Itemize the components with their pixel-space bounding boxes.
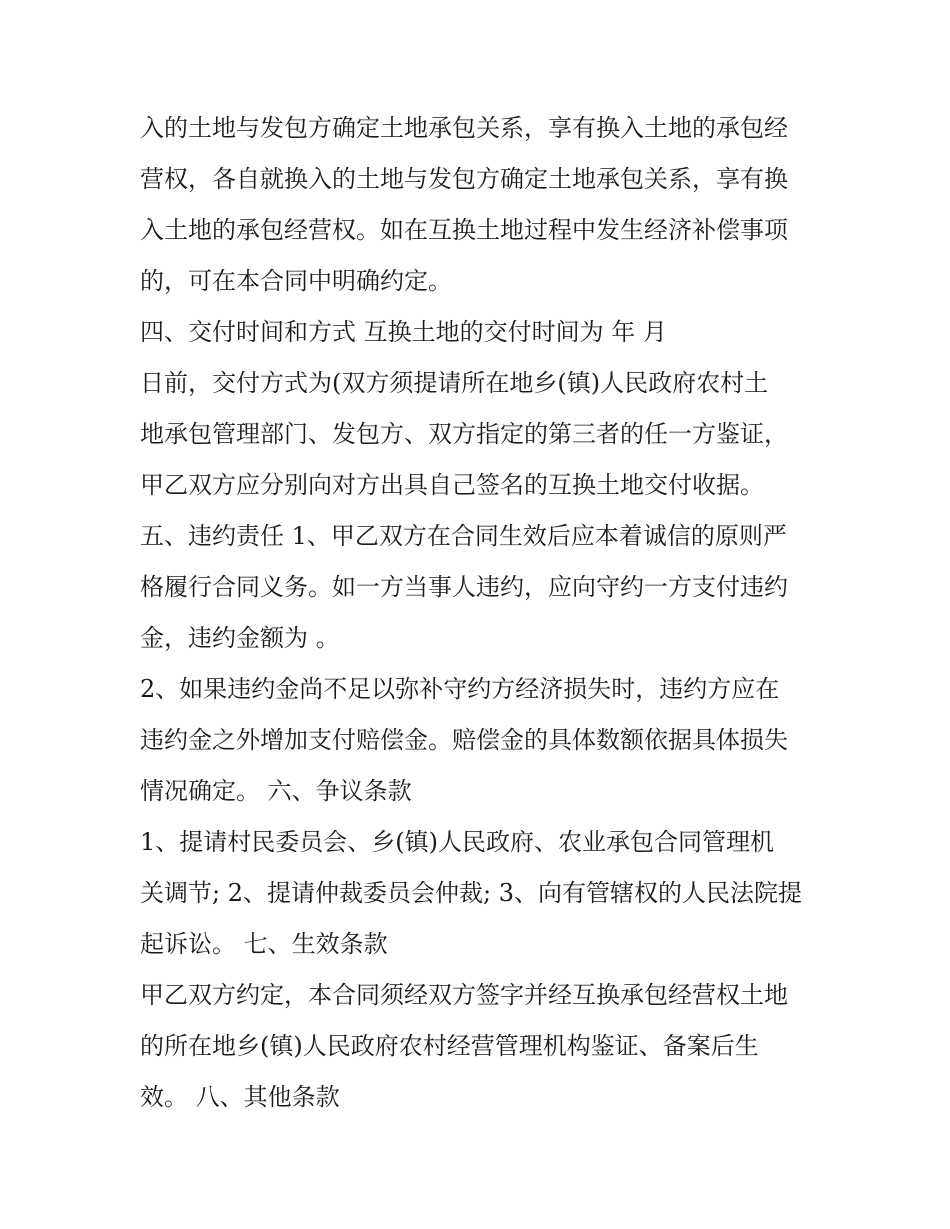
text-line: 营权，各自就换入的土地与发包方确定土地承包关系，享有换 <box>140 165 788 193</box>
text-line: 日前，交付方式为(双方须提请所在地乡(镇)人民政府农村土 <box>140 369 769 397</box>
text-line: 金，违约金额为 。 <box>140 624 340 652</box>
text-line: 甲乙双方约定，本合同须经双方签字并经互换承包经营权土地 <box>140 981 788 1009</box>
section-heading-delivery: 四、交付时间和方式 互换土地的交付时间为 年 月 <box>140 318 667 346</box>
text-line: 违约金之外增加支付赔偿金。赔偿金的具体数额依据具体损失 <box>140 726 788 754</box>
text-line: 地承包管理部门、发包方、双方指定的第三者的任一方鉴证， <box>140 420 788 448</box>
section-heading-liability: 五、违约责任 1、甲乙双方在合同生效后应本着诚信的原则严 <box>140 522 787 550</box>
text-line: 2、如果违约金尚不足以弥补守约方经济损失时，违约方应在 <box>140 675 780 703</box>
section-heading-dispute: 情况确定。 六、争议条款 <box>140 777 412 805</box>
text-line: 关调节; 2、提请仲裁委员会仲裁; 3、向有管辖权的人民法院提 <box>140 879 802 907</box>
section-heading-other: 效。 八、其他条款 <box>140 1083 340 1111</box>
text-line: 的所在地乡(镇)人民政府农村经营管理机构鉴证、备案后生 <box>140 1032 759 1060</box>
text-line: 格履行合同义务。如一方当事人违约，应向守约一方支付违约 <box>140 573 788 601</box>
text-line: 的，可在本合同中明确约定。 <box>140 267 452 295</box>
text-line: 甲乙双方应分别向对方出具自己签名的互换土地交付收据。 <box>140 471 764 499</box>
text-line: 入的土地与发包方确定土地承包关系，享有换入土地的承包经 <box>140 114 788 142</box>
section-heading-effect: 起诉讼。 七、生效条款 <box>140 930 388 958</box>
text-line: 1、提请村民委员会、乡(镇)人民政府、农业承包合同管理机 <box>140 828 774 856</box>
document-body <box>140 103 830 1123</box>
text-line: 入土地的承包经营权。如在互换土地过程中发生经济补偿事项 <box>140 216 788 244</box>
